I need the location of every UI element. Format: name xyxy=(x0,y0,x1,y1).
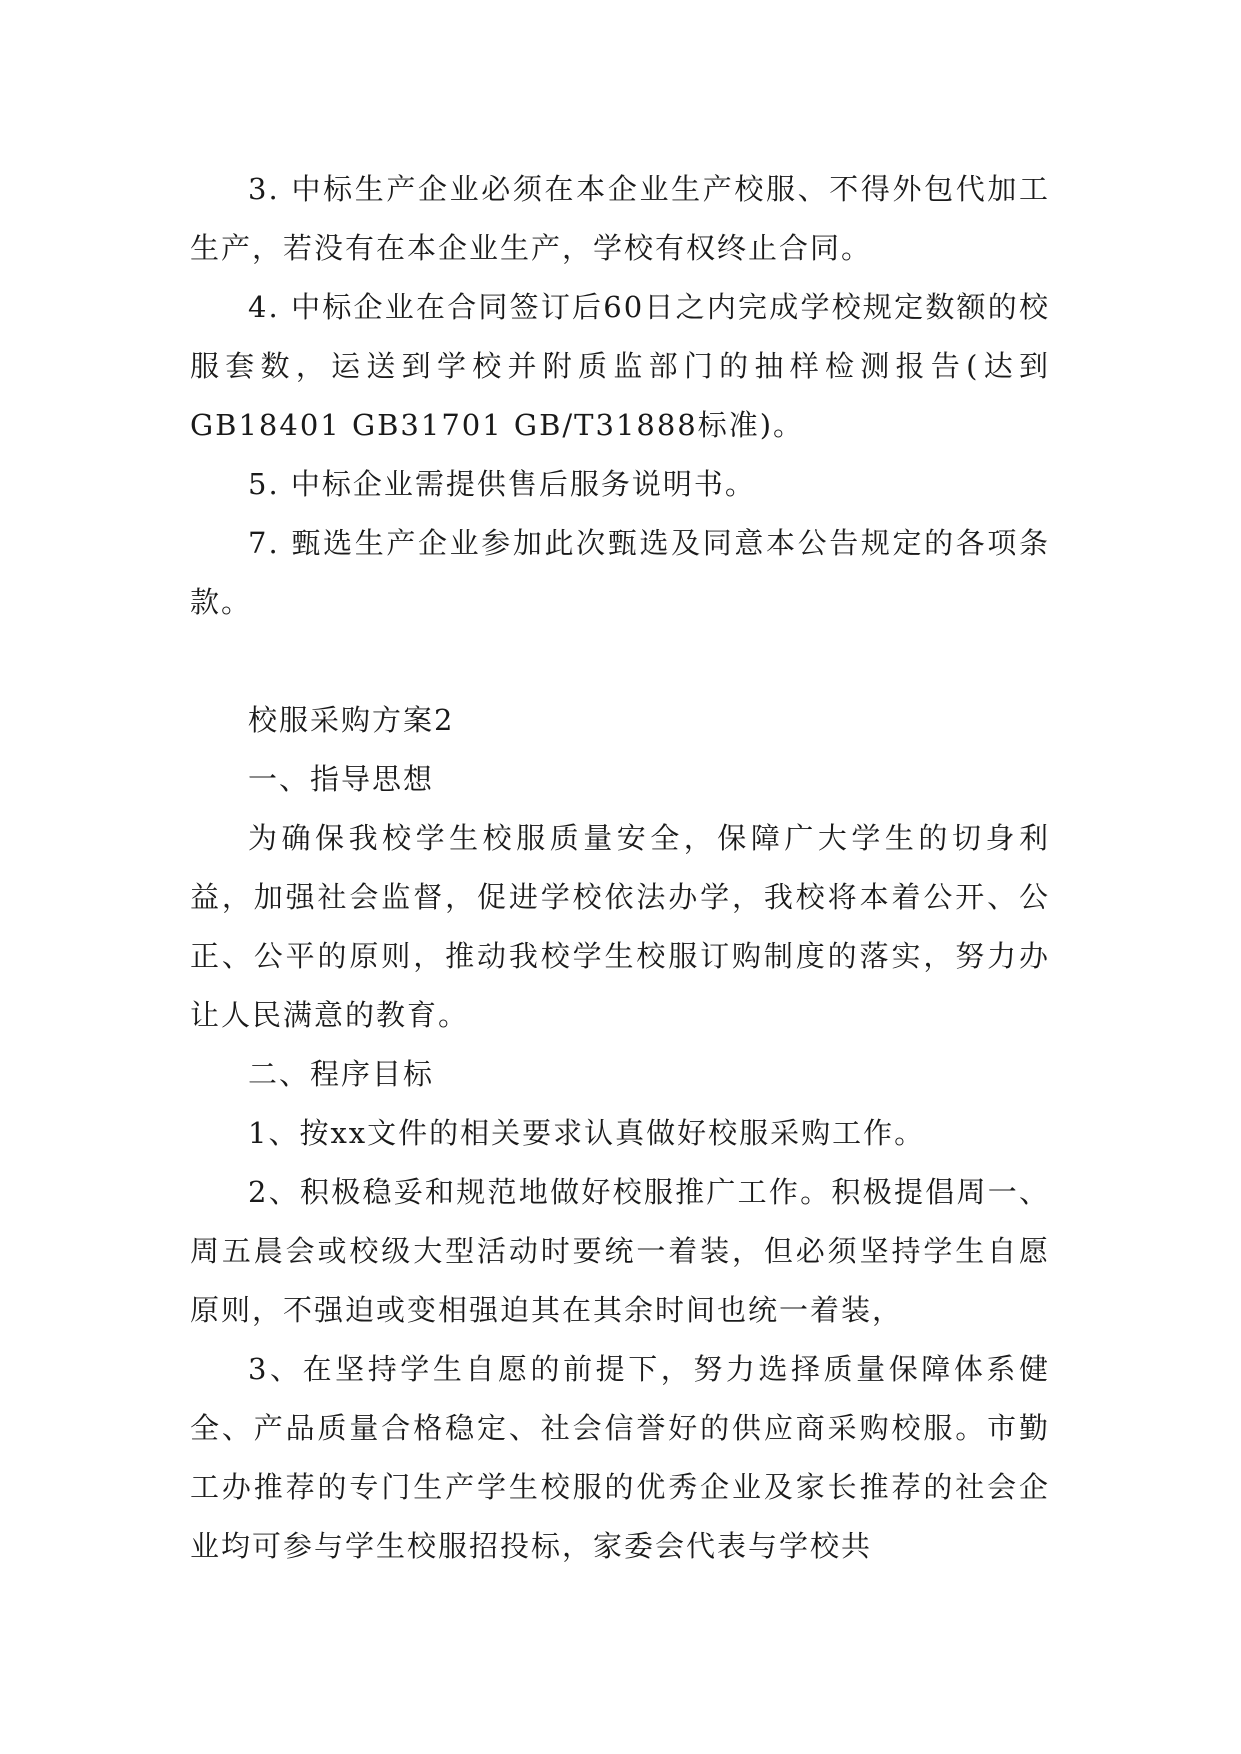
paragraph-item-3: 3. 中标生产企业必须在本企业生产校服、不得外包代加工生产，若没有在本企业生产，学校有权终止合同。 xyxy=(190,172,1050,265)
heading-guiding-ideology: 一、指导思想 xyxy=(248,762,435,796)
paragraph-goal-2: 2、积极稳妥和规范地做好校服推广工作。积极提倡周一、周五晨会或校级大型活动时要统一着装，但必须坚持学生自愿原则，不强迫或变相强迫其在其余时间也统一着装， xyxy=(190,1175,1050,1327)
paragraph-guiding-ideology: 为确保我校学生校服质量安全，保障广大学生的切身利益，加强社会监督，促进学校依法办学，我校将本着公开、公正、公平的原则，推动我校学生校服订购制度的落实，努力办让人民满意的教育。 xyxy=(190,821,1050,1032)
paragraph-goal-3: 3、在坚持学生自愿的前提下，努力选择质量保障体系健全、产品质量合格稳定、社会信誉好的供应商采购校服。市勤工办推荐的专门生产学生校服的优秀企业及家长推荐的社会企业均可参与学生校服招投标，家委会代表与学校共 xyxy=(190,1352,1050,1563)
paragraph-goal-1: 1、按xx文件的相关要求认真做好校服采购工作。 xyxy=(248,1116,926,1150)
paragraph-item-5: 5. 中标企业需提供售后服务说明书。 xyxy=(248,467,756,501)
section-title: 校服采购方案2 xyxy=(248,703,455,737)
heading-procedure-goals: 二、程序目标 xyxy=(248,1057,435,1091)
paragraph-item-4: 4. 中标企业在合同签订后60日之内完成学校规定数额的校服套数，运送到学校并附质监部门的抽样检测报告(达到GB18401 GB31701 GB/T31888标准)。 xyxy=(190,290,1050,442)
document-body xyxy=(190,160,1050,1576)
section-spacer xyxy=(190,632,1050,691)
paragraph-item-7: 7. 甄选生产企业参加此次甄选及同意本公告规定的各项条款。 xyxy=(190,526,1050,619)
